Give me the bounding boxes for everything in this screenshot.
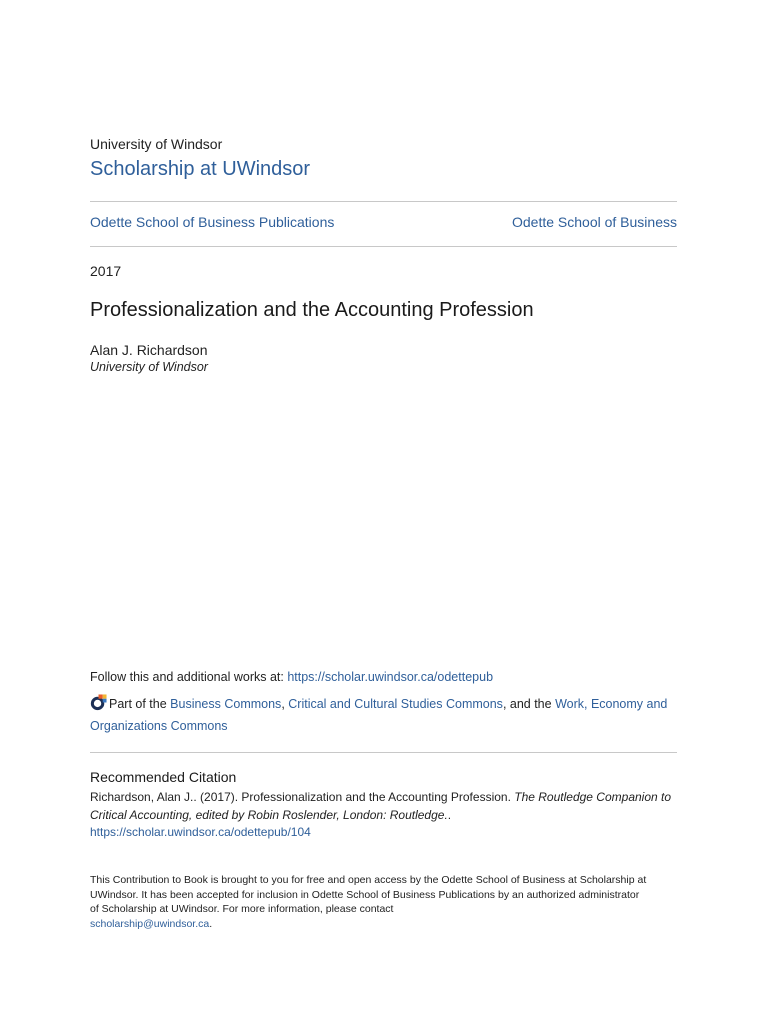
- author-name: Alan J. Richardson: [90, 342, 208, 358]
- top-divider: [90, 201, 677, 202]
- series-school-link[interactable]: Odette School of Business: [512, 214, 677, 230]
- citation-text: [90, 789, 680, 842]
- author-affiliation: University of Windsor: [90, 360, 208, 374]
- citation-plain: Richardson, Alan J.. (2017). Professionalization and the Accounting Profession.: [90, 790, 515, 804]
- part-of-prefix: Part of the: [109, 697, 171, 711]
- network-icon-orange: [99, 694, 103, 698]
- recommended-citation-heading: Recommended Citation: [90, 769, 237, 785]
- publication-year: 2017: [90, 263, 122, 279]
- part-of-sep2: , and the: [502, 697, 556, 711]
- series-publications-link[interactable]: Odette School of Business Publications: [90, 214, 335, 230]
- network-icon-blue: [103, 699, 107, 703]
- network-icon-yellow: [103, 694, 107, 698]
- series-divider: [90, 246, 677, 247]
- follow-prefix: Follow this and additional works at:: [90, 670, 288, 684]
- follow-line: [90, 670, 493, 684]
- part-of-line: [90, 693, 690, 737]
- citation-end: .: [447, 807, 452, 822]
- citation-italic: The Routledge Companion to Critical Accounting, edited by Robin Roslender, London: Routledge.: [90, 790, 672, 822]
- part-of-sep1: ,: [281, 697, 289, 711]
- access-footer: [90, 873, 650, 931]
- work-economy-organizations-link[interactable]: Work, Economy and Organizations Commons: [90, 697, 668, 733]
- repository-link[interactable]: Scholarship at UWindsor: [90, 158, 311, 180]
- follow-url-link[interactable]: https://scholar.uwindsor.ca/odettepub: [287, 670, 494, 684]
- network-icon-ring: [92, 698, 102, 708]
- document-title: Professionalization and the Accounting Profession: [90, 299, 534, 321]
- contact-email-link[interactable]: scholarship@uwindsor.ca: [90, 917, 210, 930]
- citation-url-link[interactable]: https://scholar.uwindsor.ca/odettepub/104: [90, 825, 311, 839]
- footer-text: This Contribution to Book is brought to you for free and open access by the Odette School of Business at Scholarship at UWindsor. It has been accepted for inclusion in Odette School of Business Publications by an authorized administrator of Scholarship at UWindsor. For more information, please contact: [90, 874, 647, 915]
- business-commons-link[interactable]: Business Commons: [170, 697, 282, 711]
- critical-cultural-studies-link[interactable]: Critical and Cultural Studies Commons: [288, 697, 503, 711]
- citation-divider: [90, 752, 677, 753]
- footer-end: .: [209, 917, 213, 930]
- network-commons-icon: [90, 694, 107, 711]
- institution-name: University of Windsor: [90, 136, 223, 152]
